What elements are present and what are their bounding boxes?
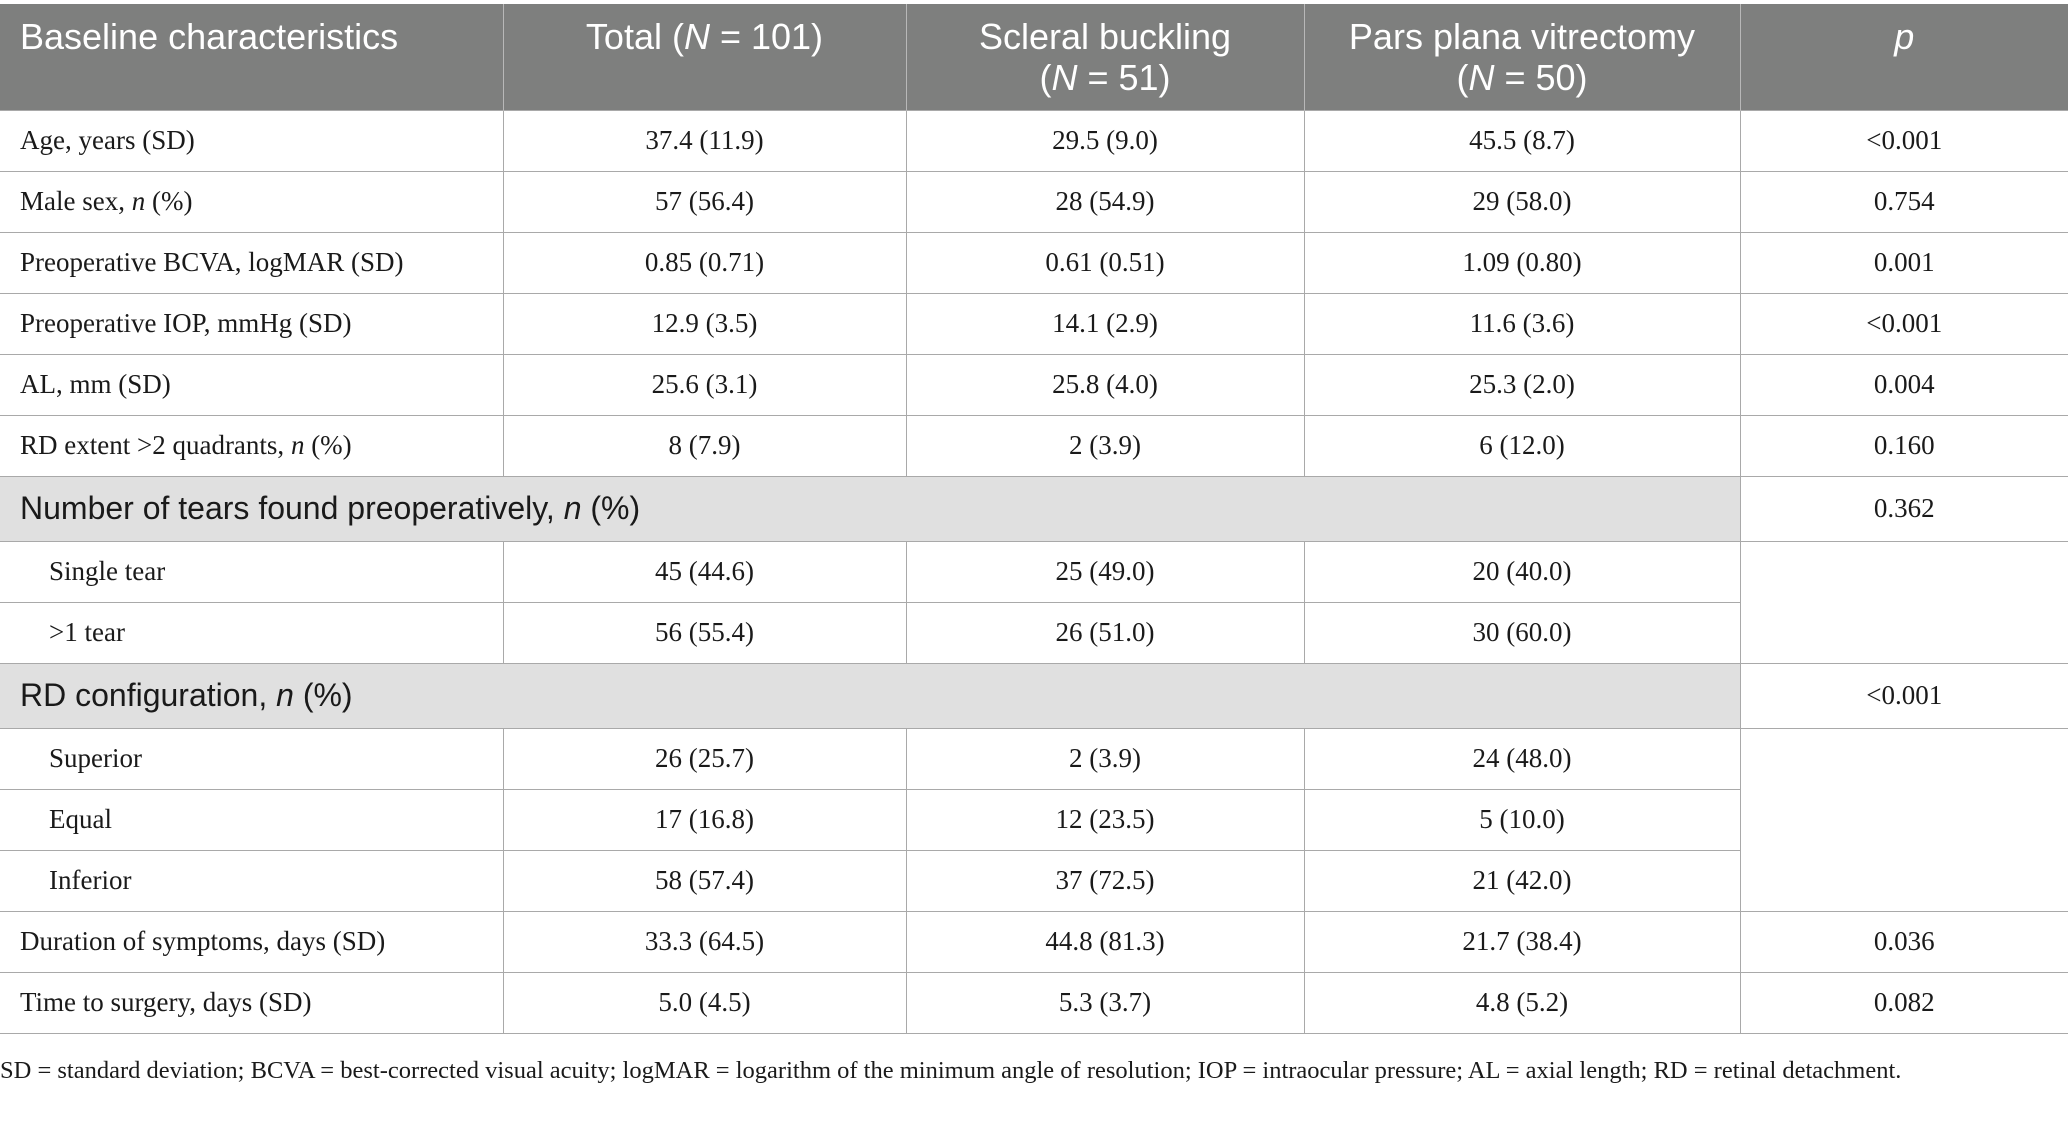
row-label: Age, years (SD) (0, 110, 503, 171)
row-label: Inferior (0, 850, 503, 911)
header-row (0, 4, 2068, 110)
cell-vitrectomy: 4.8 (5.2) (1304, 972, 1740, 1033)
table-row-single-tear (0, 541, 2068, 602)
cell-scleral-buckling: 37 (72.5) (906, 850, 1304, 911)
cell-vitrectomy: 25.3 (2.0) (1304, 354, 1740, 415)
table-body (0, 110, 2068, 1033)
row-label: AL, mm (SD) (0, 354, 503, 415)
cell-vitrectomy: 29 (58.0) (1304, 171, 1740, 232)
cell-vitrectomy: 6 (12.0) (1304, 415, 1740, 476)
cell-vitrectomy: 5 (10.0) (1304, 789, 1740, 850)
header-p-value: p (1740, 4, 2068, 110)
row-label: Superior (0, 728, 503, 789)
section-label: Number of tears found preoperatively, n (%) (0, 476, 1740, 541)
cell-vitrectomy: 45.5 (8.7) (1304, 110, 1740, 171)
cell-scleral-buckling: 25 (49.0) (906, 541, 1304, 602)
cell-p-value-empty (1740, 728, 2068, 911)
row-label: Duration of symptoms, days (SD) (0, 911, 503, 972)
cell-scleral-buckling: 28 (54.9) (906, 171, 1304, 232)
table-row-age (0, 110, 2068, 171)
row-label: Preoperative BCVA, logMAR (SD) (0, 232, 503, 293)
baseline-characteristics-table (0, 4, 2068, 1034)
table-row-duration-of-symptoms (0, 911, 2068, 972)
section-row-number-of-tears (0, 476, 2068, 541)
cell-scleral-buckling: 14.1 (2.9) (906, 293, 1304, 354)
cell-scleral-buckling: 2 (3.9) (906, 728, 1304, 789)
header-scleral-buckling: Scleral buckling (N = 51) (906, 4, 1304, 110)
cell-vitrectomy: 21 (42.0) (1304, 850, 1740, 911)
row-label: Time to surgery, days (SD) (0, 972, 503, 1033)
header-pars-plana-vitrectomy: Pars plana vitrectomy (N = 50) (1304, 4, 1740, 110)
cell-total: 17 (16.8) (503, 789, 906, 850)
cell-total: 33.3 (64.5) (503, 911, 906, 972)
cell-total: 57 (56.4) (503, 171, 906, 232)
cell-p-value: 0.754 (1740, 171, 2068, 232)
cell-total: 37.4 (11.9) (503, 110, 906, 171)
cell-scleral-buckling: 26 (51.0) (906, 602, 1304, 663)
cell-scleral-buckling: 12 (23.5) (906, 789, 1304, 850)
cell-scleral-buckling: 44.8 (81.3) (906, 911, 1304, 972)
table-header (0, 4, 2068, 110)
cell-p-value-empty (1740, 541, 2068, 663)
cell-total: 56 (55.4) (503, 602, 906, 663)
cell-scleral-buckling: 2 (3.9) (906, 415, 1304, 476)
table-row-male-sex (0, 171, 2068, 232)
row-label: Preoperative IOP, mmHg (SD) (0, 293, 503, 354)
cell-p-value: 0.036 (1740, 911, 2068, 972)
header-baseline-characteristics: Baseline characteristics (0, 4, 503, 110)
table-footnote: SD = standard deviation; BCVA = best-corrected visual acuity; logMAR = logarithm of the minimum angle of resolution; IOP = intraocular pressure; AL = axial length; RD = retinal detachment. (0, 1057, 1902, 1084)
cell-total: 5.0 (4.5) (503, 972, 906, 1033)
cell-scleral-buckling: 25.8 (4.0) (906, 354, 1304, 415)
cell-scleral-buckling: 29.5 (9.0) (906, 110, 1304, 171)
table-row-time-to-surgery (0, 972, 2068, 1033)
section-label: RD configuration, n (%) (0, 663, 1740, 728)
cell-scleral-buckling: 5.3 (3.7) (906, 972, 1304, 1033)
cell-p-value: 0.362 (1740, 476, 2068, 541)
cell-p-value: 0.001 (1740, 232, 2068, 293)
table-row-superior (0, 728, 2068, 789)
cell-scleral-buckling: 0.61 (0.51) (906, 232, 1304, 293)
cell-total: 8 (7.9) (503, 415, 906, 476)
cell-total: 12.9 (3.5) (503, 293, 906, 354)
cell-vitrectomy: 11.6 (3.6) (1304, 293, 1740, 354)
header-total: Total (N = 101) (503, 4, 906, 110)
cell-total: 45 (44.6) (503, 541, 906, 602)
cell-p-value: 0.004 (1740, 354, 2068, 415)
cell-vitrectomy: 21.7 (38.4) (1304, 911, 1740, 972)
table-row-bcva (0, 232, 2068, 293)
cell-vitrectomy: 1.09 (0.80) (1304, 232, 1740, 293)
table-row-iop (0, 293, 2068, 354)
cell-p-value: <0.001 (1740, 663, 2068, 728)
cell-total: 58 (57.4) (503, 850, 906, 911)
cell-total: 25.6 (3.1) (503, 354, 906, 415)
table-row-axial-length (0, 354, 2068, 415)
row-label: Male sex, n (%) (0, 171, 503, 232)
row-label: Equal (0, 789, 503, 850)
cell-vitrectomy: 30 (60.0) (1304, 602, 1740, 663)
cell-p-value: <0.001 (1740, 110, 2068, 171)
table-row-rd-extent (0, 415, 2068, 476)
cell-total: 26 (25.7) (503, 728, 906, 789)
cell-total: 0.85 (0.71) (503, 232, 906, 293)
row-label: Single tear (0, 541, 503, 602)
section-row-rd-configuration (0, 663, 2068, 728)
row-label: RD extent >2 quadrants, n (%) (0, 415, 503, 476)
cell-vitrectomy: 24 (48.0) (1304, 728, 1740, 789)
cell-p-value: <0.001 (1740, 293, 2068, 354)
row-label: >1 tear (0, 602, 503, 663)
cell-p-value: 0.082 (1740, 972, 2068, 1033)
cell-vitrectomy: 20 (40.0) (1304, 541, 1740, 602)
cell-p-value: 0.160 (1740, 415, 2068, 476)
